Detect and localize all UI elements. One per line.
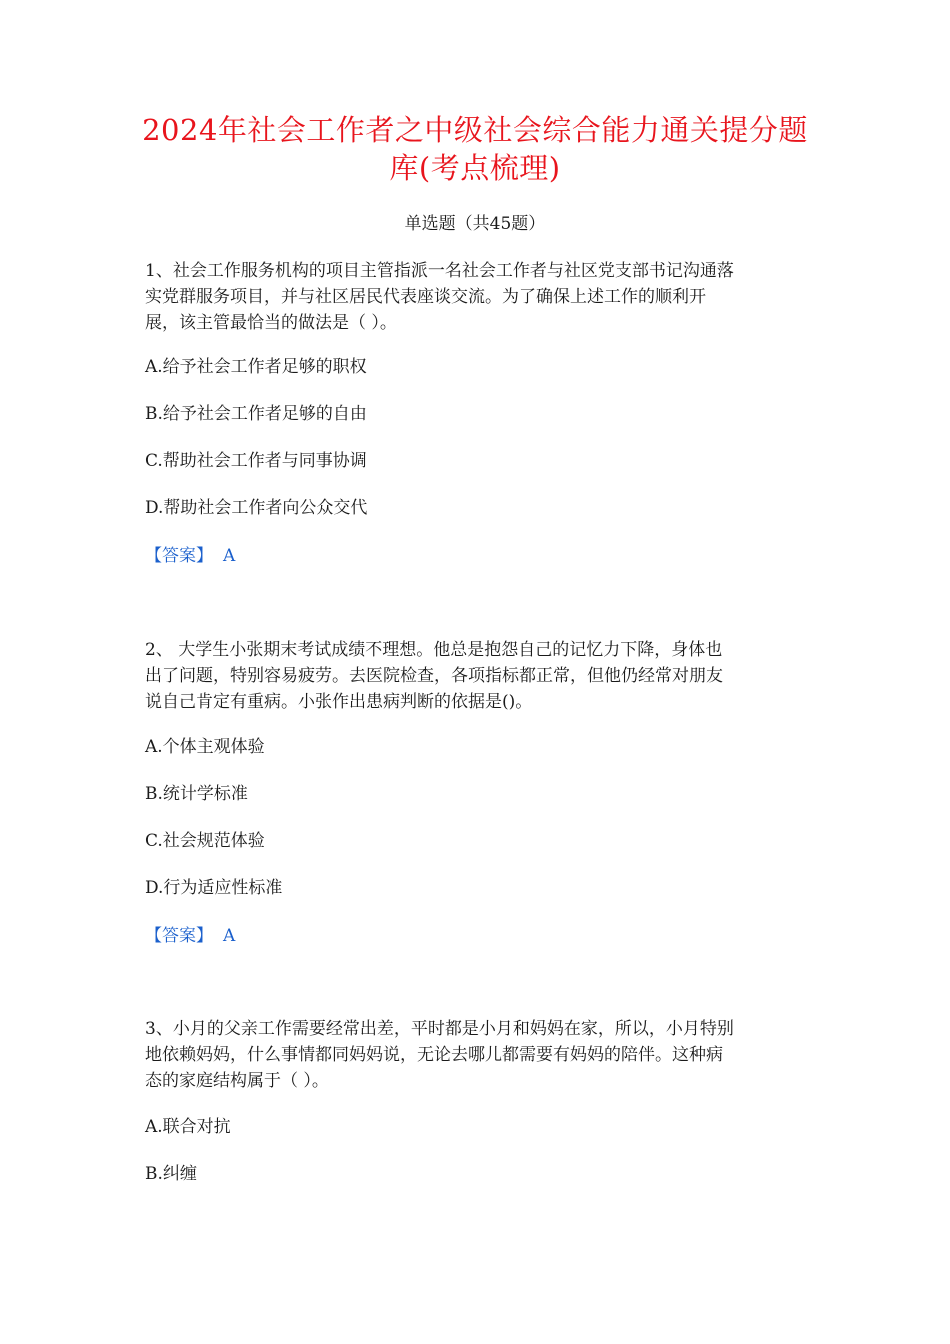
title-line-2: 库(考点梳理) — [389, 151, 561, 185]
question-1-stem-line-2: 实党群服务项目，并与社区居民代表座谈交流。为了确保上述工作的顺利开 — [145, 287, 706, 307]
question-1-answer — [145, 545, 235, 567]
section-header: 单选题（共45题） — [404, 214, 546, 234]
question-2-stem — [145, 637, 820, 715]
question-2-stem-line-2: 出了问题，特别容易疲劳。去医院检查，各项指标都正常，但他仍经常对朋友 — [145, 666, 723, 686]
question-2-option-a: A.个体主观体验 — [145, 737, 265, 757]
question-2-option-c: C.社会规范体验 — [145, 831, 265, 851]
question-1-stem-line-3: 展，该主管最恰当的做法是（ ）。 — [145, 313, 397, 333]
question-1-option-c: C.帮助社会工作者与同事协调 — [145, 451, 367, 471]
question-3-stem-line-1: 3、小月的父亲工作需要经常出差，平时都是小月和妈妈在家，所以，小月特别 — [145, 1019, 734, 1039]
question-3-stem-line-3: 态的家庭结构属于（ ）。 — [145, 1071, 329, 1091]
question-1-stem — [145, 258, 820, 336]
question-1-stem-line-1: 1、社会工作服务机构的项目主管指派一名社会工作者与社区党支部书记沟通落 — [145, 261, 734, 281]
question-2-option-b: B.统计学标准 — [145, 784, 248, 804]
question-1-option-b: B.给予社会工作者足够的自由 — [145, 404, 367, 424]
question-2-stem-line-3: 说自己肯定有重病。小张作出患病判断的依据是()。 — [145, 692, 533, 712]
question-3-option-a: A.联合对抗 — [145, 1117, 231, 1137]
title-line-1: 2024年社会工作者之中级社会综合能力通关提分题 — [142, 113, 808, 147]
question-3-stem — [145, 1016, 820, 1094]
question-2-option-d: D.行为适应性标准 — [145, 878, 283, 898]
question-3-option-b: B.纠缠 — [145, 1164, 197, 1184]
question-1-answer-value: A — [223, 546, 236, 566]
question-1-answer-label: 【答案】 — [145, 546, 213, 566]
question-2-answer-label: 【答案】 — [145, 926, 213, 946]
question-2-answer — [145, 925, 235, 947]
question-2-stem-line-1: 2、 大学生小张期末考试成绩不理想。他总是抱怨自己的记忆力下降，身体也 — [145, 640, 723, 660]
question-3-stem-line-2: 地依赖妈妈，什么事情都同妈妈说，无论去哪儿都需要有妈妈的陪伴。这种病 — [145, 1045, 723, 1065]
question-2-answer-value: A — [223, 926, 236, 946]
question-1-option-a: A.给予社会工作者足够的职权 — [145, 357, 367, 377]
question-1-option-d: D.帮助社会工作者向公众交代 — [145, 498, 368, 518]
